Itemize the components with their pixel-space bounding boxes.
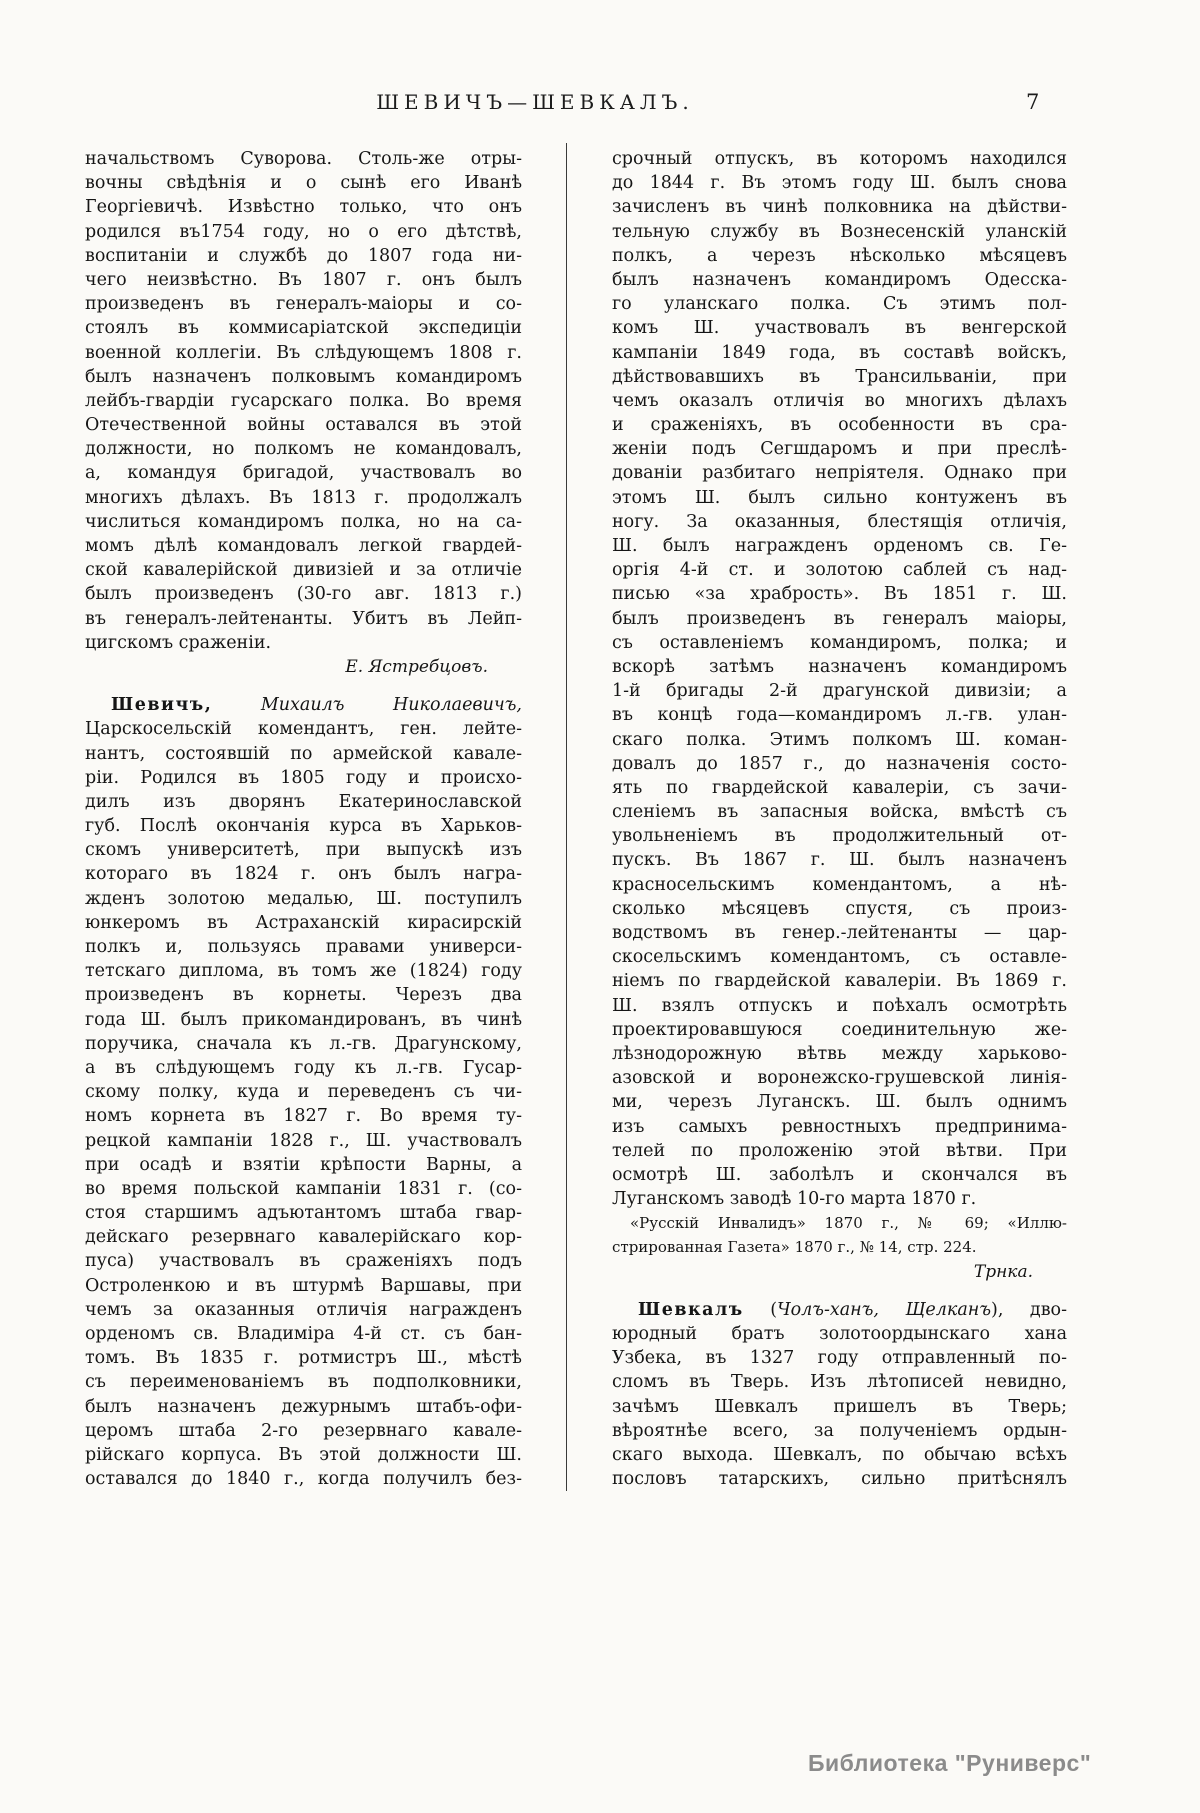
text-line: ской кавалерійской дивизіей и за отличіе bbox=[85, 560, 522, 581]
library-watermark: Библиотека "Руниверс" bbox=[808, 1750, 1092, 1776]
author-signature: Е. Ястребцовъ. bbox=[345, 656, 488, 677]
text-line: довалъ до 1857 г., до назначенія состо- bbox=[612, 753, 1067, 774]
text-line: Остроленкою и въ штурмѣ Варшавы, при bbox=[85, 1275, 522, 1296]
text-line: при осадѣ и взятіи крѣпости Варны, а bbox=[85, 1154, 522, 1175]
text-line: красносельскимъ комендантомъ, а нѣ- bbox=[612, 874, 1067, 895]
text-line: Луганскомъ заводѣ 10-го марта 1870 г. bbox=[612, 1189, 977, 1210]
page-number: 7 bbox=[1026, 90, 1040, 114]
text-line: юродный братъ золотоордынскаго хана bbox=[612, 1324, 1067, 1344]
text-line: жденъ золотою медалью, Ш. поступилъ bbox=[85, 888, 522, 909]
text-line: ріи. Родился въ 1805 году и происхо- bbox=[85, 767, 522, 788]
text-line: момъ дѣлѣ командовалъ легкой гвардей- bbox=[85, 536, 522, 556]
text-line: вѣроятнѣе всего, за полученіемъ ордын- bbox=[612, 1420, 1067, 1441]
text-line: этомъ Ш. былъ сильно контуженъ въ bbox=[612, 487, 1067, 508]
text-line: скаго выхода. Шевкалъ, по обычаю всѣхъ bbox=[612, 1444, 1067, 1465]
text-line: церомъ штаба 2-го резервнаго кавале- bbox=[85, 1420, 522, 1441]
text-line: былъ назначенъ командиромъ Одесска- bbox=[612, 269, 1067, 290]
text-line: цигскомъ сраженіи. bbox=[85, 632, 272, 653]
text-line: былъ назначенъ полковымъ командиромъ bbox=[85, 366, 522, 387]
text-line: губ. Послѣ окончанія курса въ Харьков- bbox=[85, 816, 522, 837]
text-line: дѣйствовавшихъ въ Трансильваніи, при bbox=[612, 366, 1067, 387]
text-line: съ переименованіемъ въ подполковники, bbox=[85, 1372, 522, 1393]
text-line: нантъ, состоявшій по армейской кавале- bbox=[85, 743, 522, 764]
entry-name: Михаилъ Николаевичъ, bbox=[260, 695, 522, 716]
text-line: чемъ оказалъ отличія во многихъ дѣлахъ bbox=[612, 390, 1067, 411]
text-line: юнкеромъ въ Астраханскій кирасирскій bbox=[85, 912, 522, 933]
left-column bbox=[85, 147, 522, 1491]
text-line: осмотрѣ Ш. заболѣлъ и скончался въ bbox=[612, 1164, 1067, 1185]
text-line: поручика, сначала къ л.-гв. Драгунскому, bbox=[85, 1033, 522, 1054]
text-line: номъ корнета въ 1827 г. Во время ту- bbox=[85, 1106, 522, 1127]
text-line: лѣзнодорожную вѣтвь между харьково- bbox=[612, 1043, 1067, 1064]
text-line: военной коллегіи. Въ слѣдующемъ 1808 г. bbox=[85, 342, 522, 363]
text-line: должности, но полкомъ не командовалъ, bbox=[85, 439, 522, 460]
text-line: вочны свѣдѣнія и о сынѣ его Иванѣ bbox=[85, 173, 522, 194]
text-line: водствомъ въ генер.-лейтенанты — цар- bbox=[612, 923, 1067, 943]
footnote-line: «Русскій Инвалидъ» 1870 г., № 69; «Иллю- bbox=[630, 1214, 1067, 1233]
text-line: родился въ1754 году, но о его дѣтствѣ, bbox=[85, 221, 522, 242]
text-line: въ генералъ-лейтенанты. Убитъ въ Лейп- bbox=[85, 608, 522, 629]
text-line: котораго въ 1824 г. онъ былъ награ- bbox=[85, 864, 522, 885]
text-line: начальствомъ Суворова. Столь-же отры- bbox=[85, 149, 522, 169]
text-line: стоялъ въ коммисаріатской экспедиціи bbox=[85, 318, 522, 339]
text-line: сломъ въ Тверь. Изъ лѣтописей невидно, bbox=[612, 1372, 1067, 1393]
text-line: пуса) участвовалъ въ сраженіяхъ подъ bbox=[85, 1251, 522, 1272]
text-line: Царскосельскій комендантъ, ген. лейте- bbox=[85, 719, 522, 740]
text-line: Отечественной войны оставался въ этой bbox=[85, 415, 522, 436]
text-line: былъ произведенъ (30-го авг. 1813 г.) bbox=[85, 584, 522, 605]
text-line: зачисленъ въ чинѣ полковника на дѣйстви- bbox=[612, 197, 1067, 218]
text-line: стоя старшимъ адъютантомъ штаба гвар- bbox=[85, 1203, 522, 1224]
text-line: во время польской кампаніи 1831 г. (со- bbox=[85, 1178, 522, 1199]
text-line: проектировавшуюся соединительную же- bbox=[612, 1019, 1067, 1040]
text-line: писью «за храбрость». Въ 1851 г. Ш. bbox=[612, 584, 1067, 605]
text-line: произведенъ въ генералъ-маіоры и со- bbox=[85, 294, 522, 315]
text-line: съ оставленіемъ командиромъ, полка; и bbox=[612, 632, 1067, 653]
text-line: сленіемъ въ запасныя войска, вмѣстѣ съ bbox=[612, 802, 1067, 823]
text-line: ять по гвардейской кавалеріи, съ зачи- bbox=[612, 777, 1067, 798]
text-line: полкъ и, пользуясь правами универси- bbox=[85, 937, 522, 957]
running-header bbox=[85, 90, 985, 114]
text-span: ( bbox=[743, 1299, 778, 1320]
text-line: а, командуя бригадой, участвовалъ во bbox=[85, 463, 522, 484]
text-line: въ концѣ года—командиромъ л.-гв. улан- bbox=[612, 705, 1067, 726]
text-line: кампаніи 1849 года, въ составѣ войскъ, bbox=[612, 342, 1067, 363]
text-line: года Ш. былъ прикомандированъ, въ чинѣ bbox=[85, 1009, 522, 1030]
paragraph-gap bbox=[612, 1284, 1067, 1298]
text-line: чемъ за оказанныя отличія награжденъ bbox=[85, 1299, 522, 1320]
text-line: былъ назначенъ дежурнымъ штабъ-офи- bbox=[85, 1396, 522, 1417]
text-line: увольненіемъ въ продолжительный от- bbox=[612, 826, 1067, 847]
author-signature: Трнка. bbox=[973, 1261, 1033, 1282]
text-line: тельную службу въ Вознесенскій уланскій bbox=[612, 221, 1067, 242]
text-line: томъ. Въ 1835 г. ротмистръ Ш., мѣстѣ bbox=[85, 1348, 522, 1369]
text-line: лейбъ-гвардіи гусарскаго полка. Во время bbox=[85, 390, 522, 411]
text-line: до 1844 г. Въ этомъ году Ш. былъ снова bbox=[612, 173, 1067, 194]
text-span: ), дво- bbox=[991, 1299, 1067, 1320]
text-line: комъ Ш. участвовалъ въ венгерской bbox=[612, 318, 1067, 339]
footnote-line: стрированная Газета» 1870 г., № 14, стр. 224. bbox=[612, 1238, 977, 1257]
text-line: рійскаго корпуса. Въ этой должности Ш. bbox=[85, 1444, 522, 1465]
text-line: женіи подъ Сегшдаромъ и при преслѣ- bbox=[612, 439, 1067, 460]
text-line: оргія 4-й ст. и золотою саблей съ над- bbox=[612, 560, 1067, 581]
column-divider bbox=[566, 143, 567, 1491]
entry-headword: Шевичъ, bbox=[111, 695, 213, 716]
page-title: ШЕВИЧЪ—ШЕВКАЛЪ. bbox=[376, 90, 694, 114]
text-line: орденомъ св. Владиміра 4-й ст. съ бан- bbox=[85, 1324, 522, 1344]
text-line: телей по проложенію этой вѣтви. При bbox=[612, 1140, 1067, 1161]
text-line: тетскаго диплома, въ томъ же (1824) году bbox=[85, 961, 522, 982]
text-line: числиться командиромъ полка, но на са- bbox=[85, 511, 522, 532]
text-line: Ш. былъ награжденъ орденомъ св. Ге- bbox=[612, 536, 1067, 556]
text-line: скаго полка. Этимъ полкомъ Ш. коман- bbox=[612, 729, 1067, 750]
text-line: зачѣмъ Шевкалъ пришелъ въ Тверь; bbox=[612, 1396, 1067, 1417]
text-line: многихъ дѣлахъ. Въ 1813 г. продолжалъ bbox=[85, 487, 522, 508]
text-line: былъ произведенъ въ генералъ маіоры, bbox=[612, 608, 1067, 629]
text-line: 1-й бригады 2-й драгунской дивизіи; а bbox=[612, 681, 1067, 702]
text-line: оставался до 1840 г., когда получилъ без- bbox=[85, 1469, 522, 1490]
text-line: срочный отпускъ, въ которомъ находился bbox=[612, 149, 1067, 169]
text-line: дейскаго резервнаго кавалерійскаго кор- bbox=[85, 1227, 522, 1248]
text-line: изъ самыхъ ревностныхъ предпринима- bbox=[612, 1116, 1067, 1137]
right-column bbox=[612, 147, 1067, 1491]
text-line: дилъ изъ дворянъ Екатеринославской bbox=[85, 791, 522, 812]
text-line: воспитаніи и службѣ до 1807 года ни- bbox=[85, 245, 522, 266]
text-line: Узбека, въ 1327 году отправленный по- bbox=[612, 1348, 1067, 1369]
entry-headword: Шевкалъ bbox=[638, 1299, 744, 1320]
text-span bbox=[212, 695, 261, 715]
text-line: и сраженіяхъ, въ особенности въ сра- bbox=[612, 415, 1067, 436]
text-line: сколько мѣсяцевъ спустя, съ произ- bbox=[612, 898, 1067, 919]
paragraph-gap bbox=[85, 679, 522, 693]
text-line: го уланскаго полка. Съ этимъ пол- bbox=[612, 294, 1067, 315]
text-line: скомъ университетѣ, при выпускѣ изъ bbox=[85, 840, 522, 861]
entry-header bbox=[612, 1298, 1067, 1322]
text-line: азовской и воронежско-грушевской линія- bbox=[612, 1068, 1067, 1089]
text-line: ногу. За оказанныя, блестящія отличія, bbox=[612, 511, 1067, 532]
text-line: скому полку, куда и переведенъ съ чи- bbox=[85, 1082, 522, 1103]
text-line: полкъ, а черезъ нѣсколько мѣсяцевъ bbox=[612, 245, 1067, 266]
entry-header bbox=[85, 693, 522, 717]
text-line: ніемъ по гвардейской кавалеріи. Въ 1869 г. bbox=[612, 971, 1067, 992]
text-line: Георгіевичѣ. Извѣстно только, что онъ bbox=[85, 197, 522, 218]
text-line: Ш. взялъ отпускъ и поѣхалъ осмотрѣть bbox=[612, 995, 1067, 1016]
text-line: скосельскимъ комендантомъ, съ оставле- bbox=[612, 947, 1067, 968]
text-line: дованіи разбитаго непріятеля. Однако при bbox=[612, 463, 1067, 484]
text-line: произведенъ въ корнеты. Черезъ два bbox=[85, 985, 522, 1006]
text-line: пословъ татарскихъ, сильно притѣснялъ bbox=[612, 1469, 1067, 1490]
text-line: чего неизвѣстно. Въ 1807 г. онъ былъ bbox=[85, 269, 522, 290]
text-line: а въ слѣдующемъ году къ л.-гв. Гусар- bbox=[85, 1057, 522, 1078]
text-line: вскорѣ затѣмъ назначенъ командиромъ bbox=[612, 656, 1067, 677]
text-line: ми, черезъ Луганскъ. Ш. былъ однимъ bbox=[612, 1092, 1067, 1113]
text-line: пускъ. Въ 1867 г. Ш. былъ назначенъ bbox=[612, 850, 1067, 871]
text-line: рецкой кампаніи 1828 г., Ш. участвовалъ bbox=[85, 1130, 522, 1151]
entry-alt-names: Чолъ-ханъ, Щелканъ bbox=[777, 1299, 992, 1320]
